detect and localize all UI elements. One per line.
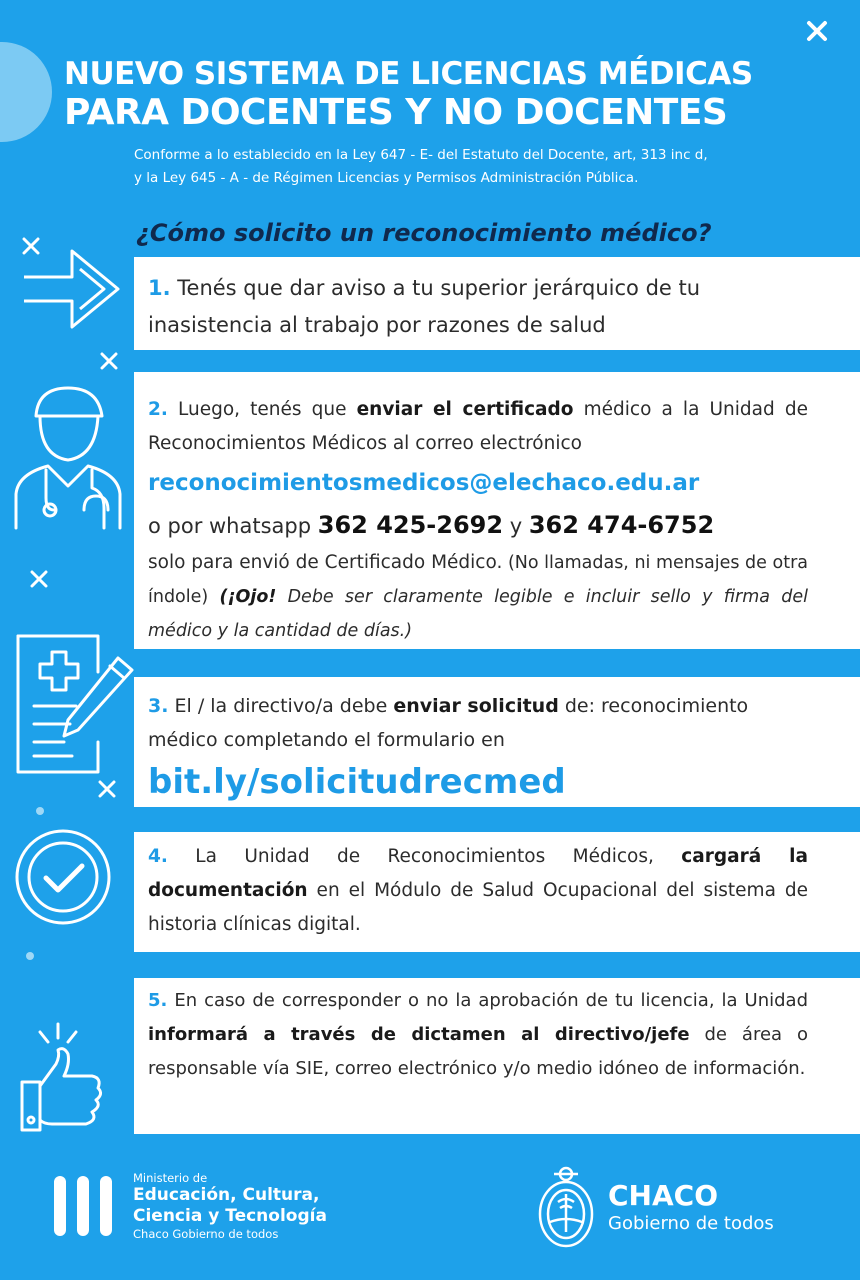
step-3-text: El / la directivo/a debe <box>168 695 394 717</box>
decorative-dot <box>36 807 44 815</box>
step-3-text: de: reconocimiento médico completando el formulario en <box>148 695 749 751</box>
step-5-text: En caso de corresponder o no la aprobación de tu licencia, la Unidad <box>167 990 808 1011</box>
step-5-text: de área o responsable vía SIE, correo electrónico y/o medio idóneo de información. <box>148 1024 808 1079</box>
step-2-legibility-note: Debe ser claramente legible e incluir sello y firma del médico y la cantidad de días.) <box>148 587 808 641</box>
check-circle-icon <box>14 828 112 926</box>
ministry-name <box>133 1171 393 1242</box>
step-4-text: en el Módulo de Salud Ocupacional del sistema de historia clínicas digital. <box>148 880 808 935</box>
step-4-bold: cargará la documentación <box>148 846 808 901</box>
step-4-number: 4. <box>148 846 168 867</box>
cross-decoration-icon <box>30 570 48 588</box>
step-4-text: La Unidad de Reconocimientos Médicos, <box>167 846 682 867</box>
thumbs-up-icon <box>18 1020 108 1132</box>
close-icon[interactable] <box>806 20 828 42</box>
question-heading: ¿Cómo solicito un reconocimiento médico? <box>136 219 712 247</box>
subtitle-line-2: y la Ley 645 - A - de Régimen Licencias y Permisos Administración Pública. <box>134 170 639 186</box>
conjunction: y <box>503 514 529 538</box>
step-3-card <box>134 677 860 807</box>
phone-number-1[interactable]: 362 425-2692 <box>317 511 504 539</box>
cross-decoration-icon <box>100 352 118 370</box>
step-5-bold: informará a través de dictamen al directivo/jefe <box>148 1024 690 1045</box>
step-2-bold: enviar el certificado <box>356 399 574 420</box>
ministry-logo-icon <box>52 1174 114 1238</box>
chaco-subtitle: Gobierno de todos <box>608 1213 774 1234</box>
medical-form-icon <box>12 632 136 776</box>
page-title <box>64 56 854 134</box>
step-2-text: Luego, tenés que <box>167 399 357 420</box>
doctor-icon <box>12 378 126 530</box>
ministry-small: Ministerio de <box>133 1171 208 1185</box>
ministry-line-2: Ciencia y Tecnología <box>133 1206 327 1226</box>
decorative-dot <box>26 952 34 960</box>
phone-number-2[interactable]: 362 474-6752 <box>528 511 715 539</box>
whatsapp-line <box>148 505 808 546</box>
step-2-card <box>134 372 860 649</box>
whatsapp-label: o por whatsapp <box>148 514 318 538</box>
ministry-line-1: Educación, Cultura, <box>133 1185 320 1205</box>
step-4-card <box>134 832 860 952</box>
subtitle <box>134 144 854 190</box>
title-line-1: NUEVO SISTEMA DE LICENCIAS MÉDICAS <box>64 56 753 92</box>
ojo-label: (¡Ojo! <box>219 587 277 607</box>
province-seal-icon <box>536 1164 596 1250</box>
step-2-number: 2. <box>148 399 168 420</box>
subtitle-line-1: Conforme a lo establecido en la Ley 647 - E- del Estatuto del Docente, art, 313 inc d, <box>134 147 708 163</box>
arrow-icon <box>20 243 124 335</box>
step-2-no-calls-note: (No llamadas, ni mensajes de otra índole) <box>148 553 808 607</box>
title-line-2: PARA DOCENTES Y NO DOCENTES <box>64 92 728 133</box>
step-1-card <box>134 257 860 350</box>
ministry-sub: Chaco Gobierno de todos <box>133 1227 279 1241</box>
decorative-half-circle <box>0 42 52 142</box>
cross-decoration-icon <box>98 780 116 798</box>
step-5-card <box>134 978 860 1134</box>
email-link[interactable]: reconocimientosmedicos@elechaco.edu.ar <box>148 470 700 496</box>
step-2-certificate-note: solo para envió de Certificado Médico. <box>148 552 503 573</box>
step-1-text: Tenés que dar aviso a tu superior jerárquico de tu inasistencia al trabajo por razones de salud <box>148 276 701 337</box>
step-3-number: 3. <box>148 695 169 717</box>
step-1-number: 1. <box>148 276 171 300</box>
step-3-bold: enviar solicitud <box>393 695 559 717</box>
chaco-brand <box>608 1180 838 1236</box>
chaco-title: CHACO <box>608 1179 719 1212</box>
step-5-number: 5. <box>148 990 168 1011</box>
form-link[interactable]: bit.ly/solicitudrecmed <box>148 762 566 802</box>
step-2-text: médico a la Unidad de Reconocimientos Médicos al correo electrónico <box>148 399 808 454</box>
